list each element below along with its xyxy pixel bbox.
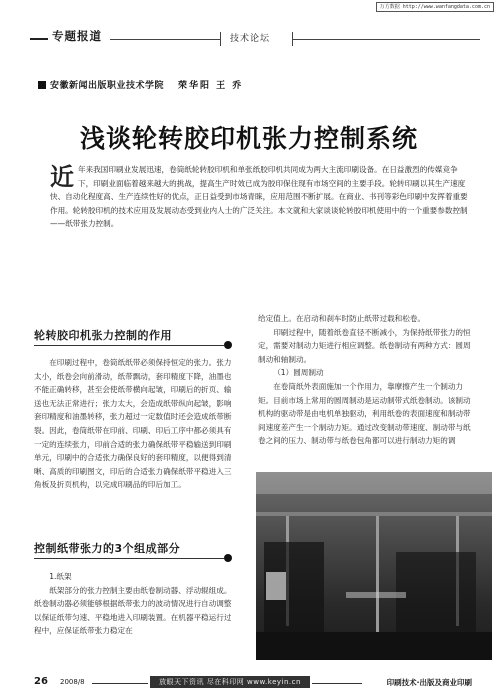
affiliation: 安徽新闻出版职业技术学院 (50, 81, 165, 91)
section-heading: 轮转胶印机张力控制的作用 (34, 329, 172, 342)
subheading: （1）圆周制动 (273, 368, 324, 378)
press-photo (256, 472, 492, 660)
header-tick (220, 32, 221, 46)
intro-text: 年来我国印刷业发展迅速，卷筒纸轮转胶印机和单张纸胶印机共同成为两大主流印刷设备。在日益激烈的传媒竞争下，印刷业面临着越来越大的挑战，提高生产时效已成为胶印保住现有市场空间的主要手段。轮转印刷以其生产速度快、自动化程度高、生产连续性好的优点，正日益受到市场青睐，应用范围不断扩展。在商业、书刊等彩色印刷中发挥着重要作用。轮转胶印机的技术应用及发展动态受到业内人士的广泛关注。本文就和大家谈谈轮转胶印机使用中的一个重要参数控制——纸带张力控制。 (50, 165, 468, 229)
footer-banner: 放眼天下资讯 尽在科印网 www.keyin.cn (150, 676, 310, 688)
drop-cap: 近 (50, 162, 74, 191)
intro-paragraph (50, 163, 470, 231)
section-rule (34, 345, 224, 346)
left-column-text (34, 570, 234, 638)
paragraph: 纸架部分的张力控制主要由纸卷制动器、浮动辊组成。纸卷制动器必须能够根据纸带张力的波动情况进行自动调整以保证纸带匀速、平稳地进入印刷装置。在机器平稳运行过程中，应保证纸带张力稳定在 (34, 585, 232, 636)
page-footer (0, 676, 498, 690)
header-column: 技术论坛 (230, 34, 271, 44)
subheading: 1.纸架 (49, 572, 72, 581)
paragraph: 在印刷过程中，卷筒纸纸带必须保持恒定的张力。张力太小，纸卷会向前滑动，纸带飘动，套印精度下降，油墨也不能正确转移，甚至会使纸带横向起皱，印刷后的折页、输送也无法正常进行；张力太大，会造成纸带纵向起皱，影响套印精度和油墨转移，张力超过一定数值时还会造成纸带断裂。因此，卷筒纸带在印前、印刷、印后工序中都必须具有一定的连续张力，印前合适的张力确保纸带平稳输送到印刷单元，印刷中的合适张力确保良好的套印精度，以便得到清晰、高质的印刷图文，印后的合适张力确保纸带平稳进入三角板及折页机构，以完成印刷品的印后加工。 (34, 358, 232, 490)
authors: 荣华阳 王 乔 (178, 81, 244, 91)
square-bullet-icon (38, 81, 46, 89)
left-column-text (34, 356, 234, 492)
right-column-text (258, 312, 474, 448)
section-rule (34, 558, 224, 559)
paragraph: 在卷筒纸外表面施加一个作用力，靠摩擦产生一个制动力矩。目前市场上常用的圆周制动是运动制带式纸卷制动。该制动机构的驱动带是由电机单独驱动，利用纸卷的表面速度和制动带间速度差产生一个制动力矩。通过改变制动带速度、制动带与纸卷之间的压力、制动带与纸卷包角都可以进行制动力矩的调 (258, 381, 471, 446)
article-title: 浅谈轮转胶印机张力控制系统 (79, 124, 418, 153)
header-section: 专题报道 (52, 29, 102, 43)
header-rule (292, 39, 480, 40)
paragraph: 给定值上。在启动和刹车时防止纸带过载和松卷。 (258, 314, 426, 323)
paragraph: 印刷过程中，随着纸卷直径不断减小，为保持纸带张力的恒定，需要对制动力矩进行相应调整。纸卷制动有两种方式：圆周制动和轴制动。 (258, 327, 471, 364)
source-stamp: 万方数据 http://www.wanfangdata.com.cn (376, 2, 494, 12)
byline (38, 78, 243, 91)
page-number: 26 (34, 676, 48, 687)
footer-rule (92, 683, 148, 684)
section-heading: 控制纸带张力的3个组成部分 (34, 542, 181, 555)
header-dash (30, 38, 48, 41)
magazine-name: 印刷技术·出版及商业印刷 (386, 678, 472, 687)
page-header (30, 26, 490, 48)
footer-rule (312, 683, 362, 684)
bullet-dot-icon (224, 554, 232, 562)
bullet-dot-icon (224, 341, 232, 349)
issue-date: 2008/8 (60, 678, 85, 686)
header-rule (110, 39, 220, 40)
